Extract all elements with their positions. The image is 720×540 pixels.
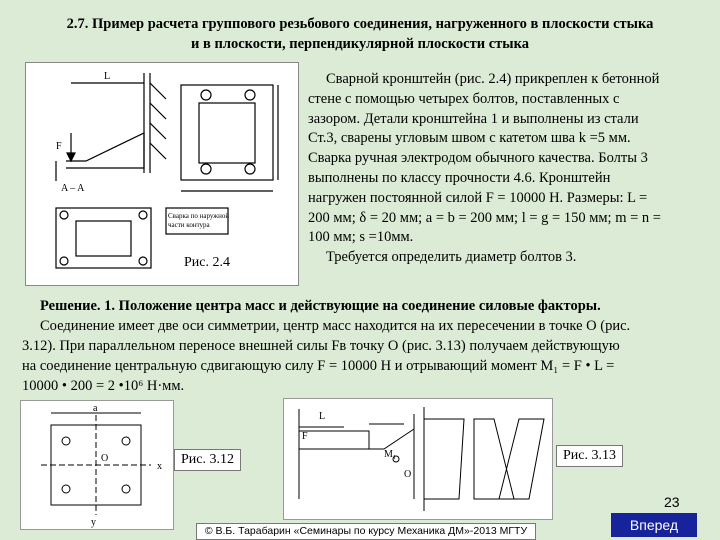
solution-line: 3.12). При параллельном переносе внешней силы Fв точку O (рис. 3.13) получаем действующую [22, 338, 620, 354]
slide-title [0, 14, 720, 54]
svg-text:части контура: части контура [168, 221, 210, 229]
svg-text:M₁: M₁ [384, 449, 397, 460]
svg-text:L: L [319, 411, 326, 422]
bolt-layout-drawing [21, 401, 173, 529]
figure-2-4 [25, 62, 299, 286]
page-number: 23 [664, 494, 680, 510]
svg-text:A – A: A – A [61, 183, 85, 194]
figure-3-12-caption: Рис. 3.12 [174, 449, 241, 471]
problem-line: зазором. Детали кронштейна 1 и выполнены из стали [308, 110, 639, 127]
problem-line: нагружен постоянной силой F = 10000 Н. Размеры: L = [308, 189, 648, 206]
svg-text:F: F [56, 141, 62, 152]
svg-text:O: O [404, 469, 412, 480]
svg-text:y: y [91, 517, 96, 528]
problem-line: 200 мм; δ = 20 мм; a = b = 200 мм; l = g = 150 мм; m = n = [308, 209, 661, 226]
bracket-drawing [26, 63, 298, 285]
problem-line: Сварка ручная электродом обычного качества. Болты 3 [308, 150, 648, 167]
figure-3-13 [283, 398, 553, 520]
title-line-1: 2.7. Пример расчета группового резьбового соединения, нагруженного в плоскости стыка [66, 16, 654, 32]
solution-line: 10000 • 200 = 2 •10⁶ Н·мм. [22, 378, 185, 394]
figure-2-4-caption: Рис. 2.4 [184, 255, 230, 270]
next-button[interactable]: Вперед [611, 513, 697, 537]
solution-line: Соединение имеет две оси симметрии, центр масс находится на их пересечении в точке O (рис. [40, 318, 631, 334]
title-line-2: и в плоскости, перпендикулярной плоскости стыка [191, 36, 529, 52]
svg-text:a: a [93, 403, 98, 414]
figure-3-12 [20, 400, 174, 530]
load-diagram-drawing [284, 399, 552, 519]
svg-text:O: O [101, 453, 109, 464]
footer-credit: © В.Б. Тарабарин «Семинары по курсу Механика ДМ»-2013 МГТУ [196, 523, 536, 540]
problem-line: Ст.3, сварены угловым швом с катетом шва k =5 мм. [308, 130, 631, 147]
problem-line: Сварной кронштейн (рис. 2.4) прикреплен к бетонной [326, 71, 660, 87]
svg-text:x: x [157, 461, 162, 472]
problem-text [308, 70, 693, 268]
solution-text [22, 296, 704, 396]
problem-line: Требуется определить диаметр болтов 3. [326, 249, 577, 266]
svg-text:L: L [104, 71, 111, 82]
problem-line: выполнены по классу прочности 4.6. Кронштейн [308, 169, 611, 186]
svg-text:F: F [302, 431, 308, 442]
solution-heading: Решение. 1. Положение центра масс и действующие на соединение силовые факторы. [40, 298, 601, 314]
svg-text:Сварка по наружной: Сварка по наружной [168, 212, 230, 220]
figure-3-13-caption: Рис. 3.13 [556, 445, 623, 467]
solution-line: на соединение центральную сдвигающую силу F = 10000 Н и отрывающий момент M₁ = F • L = [22, 358, 615, 374]
problem-line: 100 мм; s =10мм. [308, 229, 414, 246]
problem-line: стене с помощью четырех болтов, поставленных с [308, 90, 620, 107]
